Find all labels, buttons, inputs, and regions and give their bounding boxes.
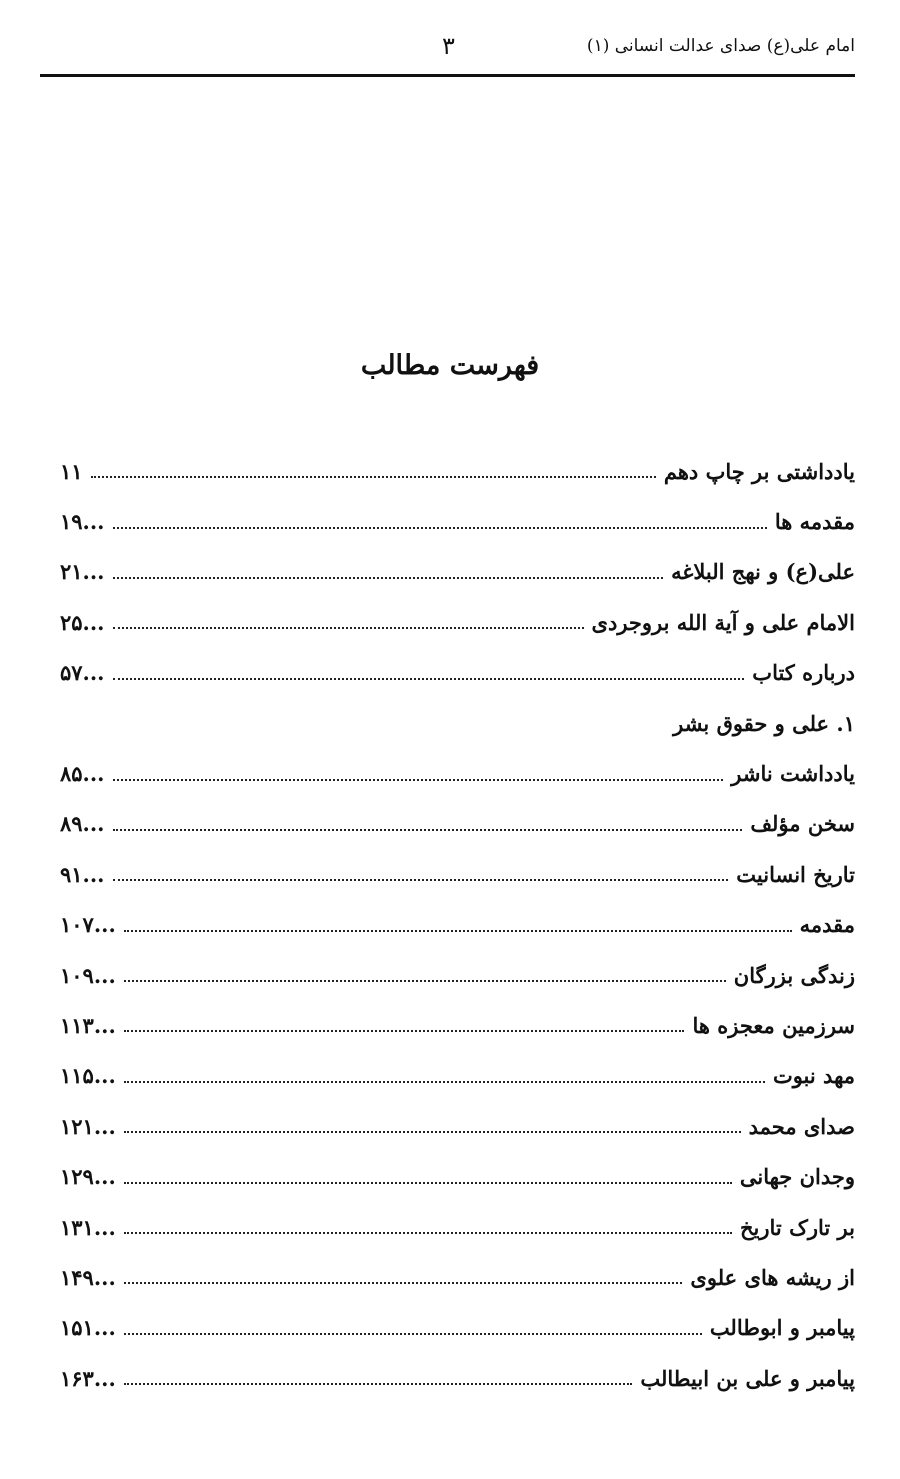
dot-leader (124, 930, 792, 932)
toc-entry-page: ۹۱... (60, 861, 105, 887)
dot-leader (91, 476, 656, 478)
toc-section-text: ۱. علی و حقوق بشر (673, 710, 855, 736)
dot-leader (113, 577, 664, 579)
dot-leader (113, 879, 729, 881)
toc-entry-page: ۱۱۵... (60, 1063, 116, 1089)
toc-entry-text: درباره کتاب (752, 660, 855, 686)
toc-entry-page: ۵۷... (60, 660, 105, 686)
toc-entry-page: ۱۲۹... (60, 1164, 116, 1190)
toc-entry-page: ۱۶۳... (60, 1365, 116, 1391)
toc-entry-page: ۱۰۹... (60, 962, 116, 988)
toc-entry (60, 1252, 855, 1302)
toc-entry-text: از ریشه های علوی (690, 1264, 855, 1290)
toc-entry (60, 900, 855, 950)
dot-leader (124, 1081, 765, 1083)
toc-entry-text: مهد نبوت (772, 1063, 855, 1089)
dot-leader (113, 779, 724, 781)
toc-entry-page: ۲۱... (60, 559, 105, 585)
toc-entry (60, 1051, 855, 1101)
toc-entry-page: ۱۱ (60, 458, 83, 484)
toc-entry (60, 950, 855, 1000)
toc-entry-text: تاریخ انسانیت (736, 861, 855, 887)
toc-entry (60, 446, 855, 496)
toc-entry-text: پیامبر و ابوطالب (709, 1315, 855, 1341)
toc-entry-text: وجدان جهانی (739, 1164, 855, 1190)
toc-entry (60, 496, 855, 546)
toc-entry-page: ۲۵... (60, 609, 105, 635)
toc-entry (60, 597, 855, 647)
page-number: ۳ (442, 32, 455, 60)
toc-entry-page: ۱۰۷... (60, 912, 116, 938)
dot-leader (124, 1131, 741, 1133)
toc-entry-page: ۱۹... (60, 509, 105, 535)
dot-leader (124, 1333, 702, 1335)
toc-entry (60, 1000, 855, 1050)
toc-entry-page: ۱۳۱... (60, 1214, 116, 1240)
toc-entry-text: یادداشتی بر چاپ دهم (663, 458, 855, 484)
toc-entry-text: مقدمه ها (774, 509, 855, 535)
dot-leader (113, 527, 767, 529)
dot-leader (124, 980, 726, 982)
dot-leader (124, 1282, 683, 1284)
dot-leader (124, 1383, 633, 1385)
toc-section-heading (60, 698, 855, 748)
dot-leader (113, 829, 743, 831)
page-header (40, 30, 855, 77)
toc-entry-text: صدای محمد (748, 1113, 855, 1139)
toc-entry-page: ۸۹... (60, 811, 105, 837)
toc-entry-text: علی(ع) و نهج البلاغه (671, 559, 855, 585)
toc-entry (60, 1353, 855, 1403)
toc-entry (60, 799, 855, 849)
toc-entry-text: بر تارک تاریخ (739, 1214, 855, 1240)
toc-entry-text: یادداشت ناشر (731, 761, 855, 787)
toc-title: فهرست مطالب (360, 350, 540, 381)
toc-list (60, 446, 855, 1403)
dot-leader (113, 627, 584, 629)
toc-entry-text: سرزمین معجزه ها (692, 1012, 855, 1038)
toc-entry (60, 648, 855, 698)
toc-entry (60, 1101, 855, 1151)
toc-entry-text: مقدمه (799, 912, 855, 938)
running-title: امام علی(ع) صدای عدالت انسانی (۱) (586, 36, 855, 56)
toc-entry-page: ۱۴۹... (60, 1264, 116, 1290)
dot-leader (113, 678, 745, 680)
toc-entry-text: زندگی بزرگان (733, 962, 855, 988)
toc-entry-page: ۱۱۳... (60, 1012, 116, 1038)
toc-entry-text: سخن مؤلف (750, 811, 855, 837)
toc-entry (60, 547, 855, 597)
toc-entry (60, 849, 855, 899)
toc-entry-text: پیامبر و علی بن ابیطالب (640, 1365, 855, 1391)
toc-entry-page: ۸۵... (60, 761, 105, 787)
dot-leader (124, 1182, 732, 1184)
toc-entry (60, 1151, 855, 1201)
dot-leader (124, 1232, 732, 1234)
toc-entry-page: ۱۲۱... (60, 1113, 116, 1139)
toc-entry (60, 748, 855, 798)
toc-entry-text: الامام علی و آیة الله بروجردی (591, 609, 855, 635)
toc-entry (60, 1202, 855, 1252)
dot-leader (124, 1030, 685, 1032)
toc-entry-page: ۱۵۱... (60, 1315, 116, 1341)
toc-entry (60, 1303, 855, 1353)
